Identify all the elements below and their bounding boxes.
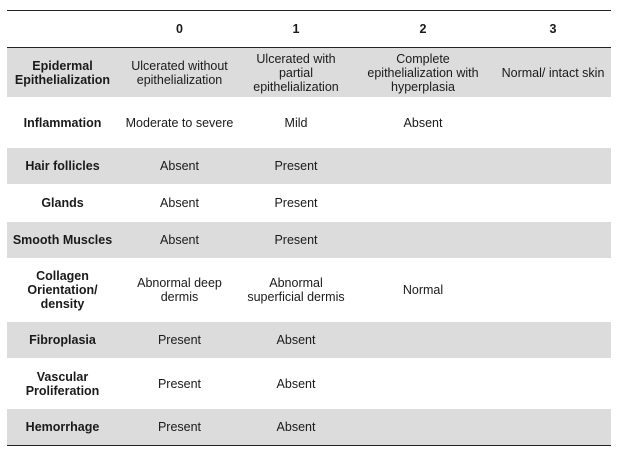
table-cell: Present — [157, 376, 202, 391]
scoring-table-container — [7, 10, 611, 446]
table-cell: Ulcerated with partial epithelialization — [241, 48, 351, 98]
table-cell — [351, 148, 495, 185]
header-cell-score-2: 2 — [419, 22, 427, 36]
table-cell: Absent — [241, 409, 351, 446]
table-body — [7, 48, 611, 446]
table-row — [7, 98, 611, 148]
table-row — [7, 185, 611, 222]
table-row — [7, 359, 611, 409]
table-cell: Absent — [160, 196, 199, 210]
table-cell — [495, 98, 611, 148]
table-cell: Present — [241, 222, 351, 259]
table-cell — [351, 222, 495, 259]
row-label: Vascular Proliferation — [25, 369, 100, 398]
table-row — [7, 259, 611, 322]
table-cell: Present — [118, 409, 241, 446]
table-cell — [495, 185, 611, 222]
table-cell — [495, 409, 611, 446]
table-cell: Normal — [402, 283, 444, 297]
histology-scoring-table — [7, 10, 611, 446]
table-cell: Ulcerated without epithelialization — [118, 48, 241, 98]
table-cell — [495, 322, 611, 359]
table-cell: Present — [241, 148, 351, 185]
table-row — [7, 48, 611, 98]
row-label: Hemorrhage — [7, 409, 118, 446]
row-label: Collagen Orientation/ density — [27, 269, 98, 311]
table-cell: Normal/ intact skin — [495, 48, 611, 98]
row-label: Inflammation — [23, 115, 102, 130]
row-label: Epidermal Epithelialization — [7, 48, 118, 98]
table-cell — [351, 322, 495, 359]
header-cell-score-0: 0 — [176, 22, 183, 36]
table-cell — [351, 185, 495, 222]
table-cell: Mild — [284, 115, 308, 130]
table-row — [7, 222, 611, 259]
table-cell: Absent — [276, 376, 316, 391]
table-cell — [351, 359, 495, 409]
table-cell — [495, 222, 611, 259]
table-row — [7, 322, 611, 359]
table-cell: Moderate to severe — [125, 115, 234, 130]
table-header — [7, 11, 611, 48]
table-cell: Absent — [118, 148, 241, 185]
table-cell: Absent — [403, 115, 443, 130]
header-cell-empty — [7, 11, 118, 48]
row-label: Glands — [41, 196, 84, 210]
table-cell: Present — [118, 322, 241, 359]
table-row — [7, 409, 611, 446]
table-cell — [495, 259, 611, 322]
header-cell-score-1: 1 — [292, 22, 300, 36]
header-cell-score-3: 3 — [549, 22, 557, 36]
table-cell — [495, 359, 611, 409]
row-label: Hair follicles — [7, 148, 118, 185]
table-cell: Absent — [241, 322, 351, 359]
table-cell: Complete epithelialization with hyperplasia — [351, 48, 495, 98]
row-label: Smooth Muscles — [7, 222, 118, 259]
table-cell: Present — [274, 196, 318, 210]
row-label: Fibroplasia — [7, 322, 118, 359]
table-cell: Abnormal deep dermis — [137, 276, 222, 304]
table-row — [7, 148, 611, 185]
table-cell: Abnormal superficial dermis — [247, 276, 345, 304]
table-cell — [351, 409, 495, 446]
header-row — [7, 11, 611, 48]
table-cell — [495, 148, 611, 185]
table-cell: Absent — [118, 222, 241, 259]
